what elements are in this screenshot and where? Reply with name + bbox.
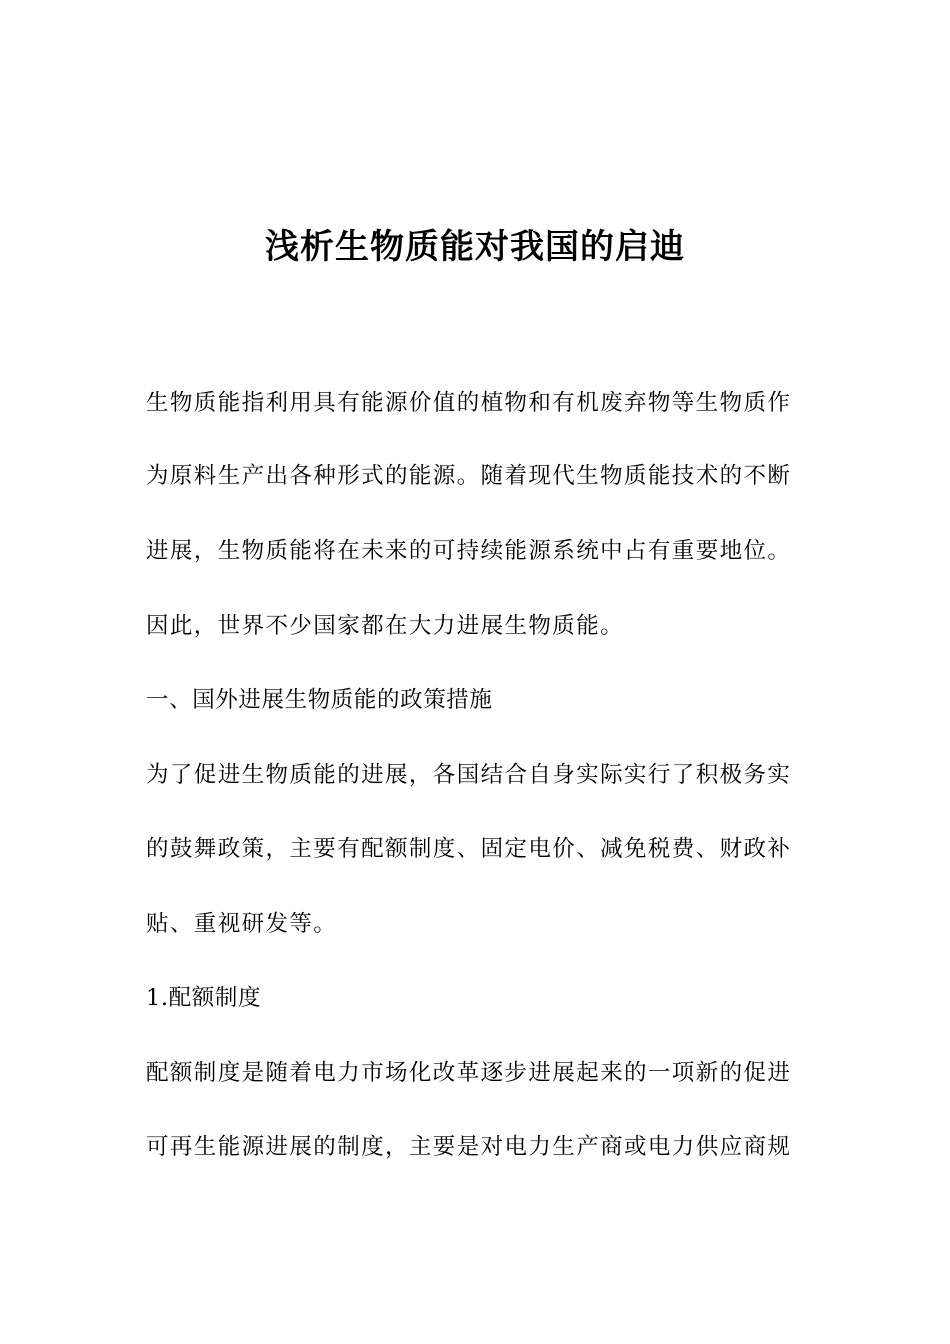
section-heading: 一、国外进展生物质能的政策措施 [146,687,493,713]
body-line: 为原料生产出各种形式的能源。随着现代生物质能技术的不断 [146,463,792,489]
subsection-heading: 1.配额制度 [146,985,262,1011]
body-line: 的鼓舞政策，主要有配额制度、固定电价、减免税费、财政补 [146,836,792,862]
body-line: 进展，生物质能将在未来的可持续能源系统中占有重要地位。 [146,538,792,564]
body-line: 为了促进生物质能的进展，各国结合自身实际实行了积极务实 [146,762,792,788]
body-line: 生物质能指利用具有能源价值的植物和有机废弃物等生物质作 [146,390,792,416]
body-line: 因此，世界不少国家都在大力进展生物质能。 [146,613,625,639]
body-line: 可再生能源进展的制度，主要是对电力生产商或电力供应商规 [146,1134,792,1160]
body-line: 配额制度是随着电力市场化改革逐步进展起来的一项新的促进 [146,1060,792,1086]
body-line: 贴、重视研发等。 [146,911,338,937]
document-title: 浅析生物质能对我国的启迪 [265,227,685,267]
